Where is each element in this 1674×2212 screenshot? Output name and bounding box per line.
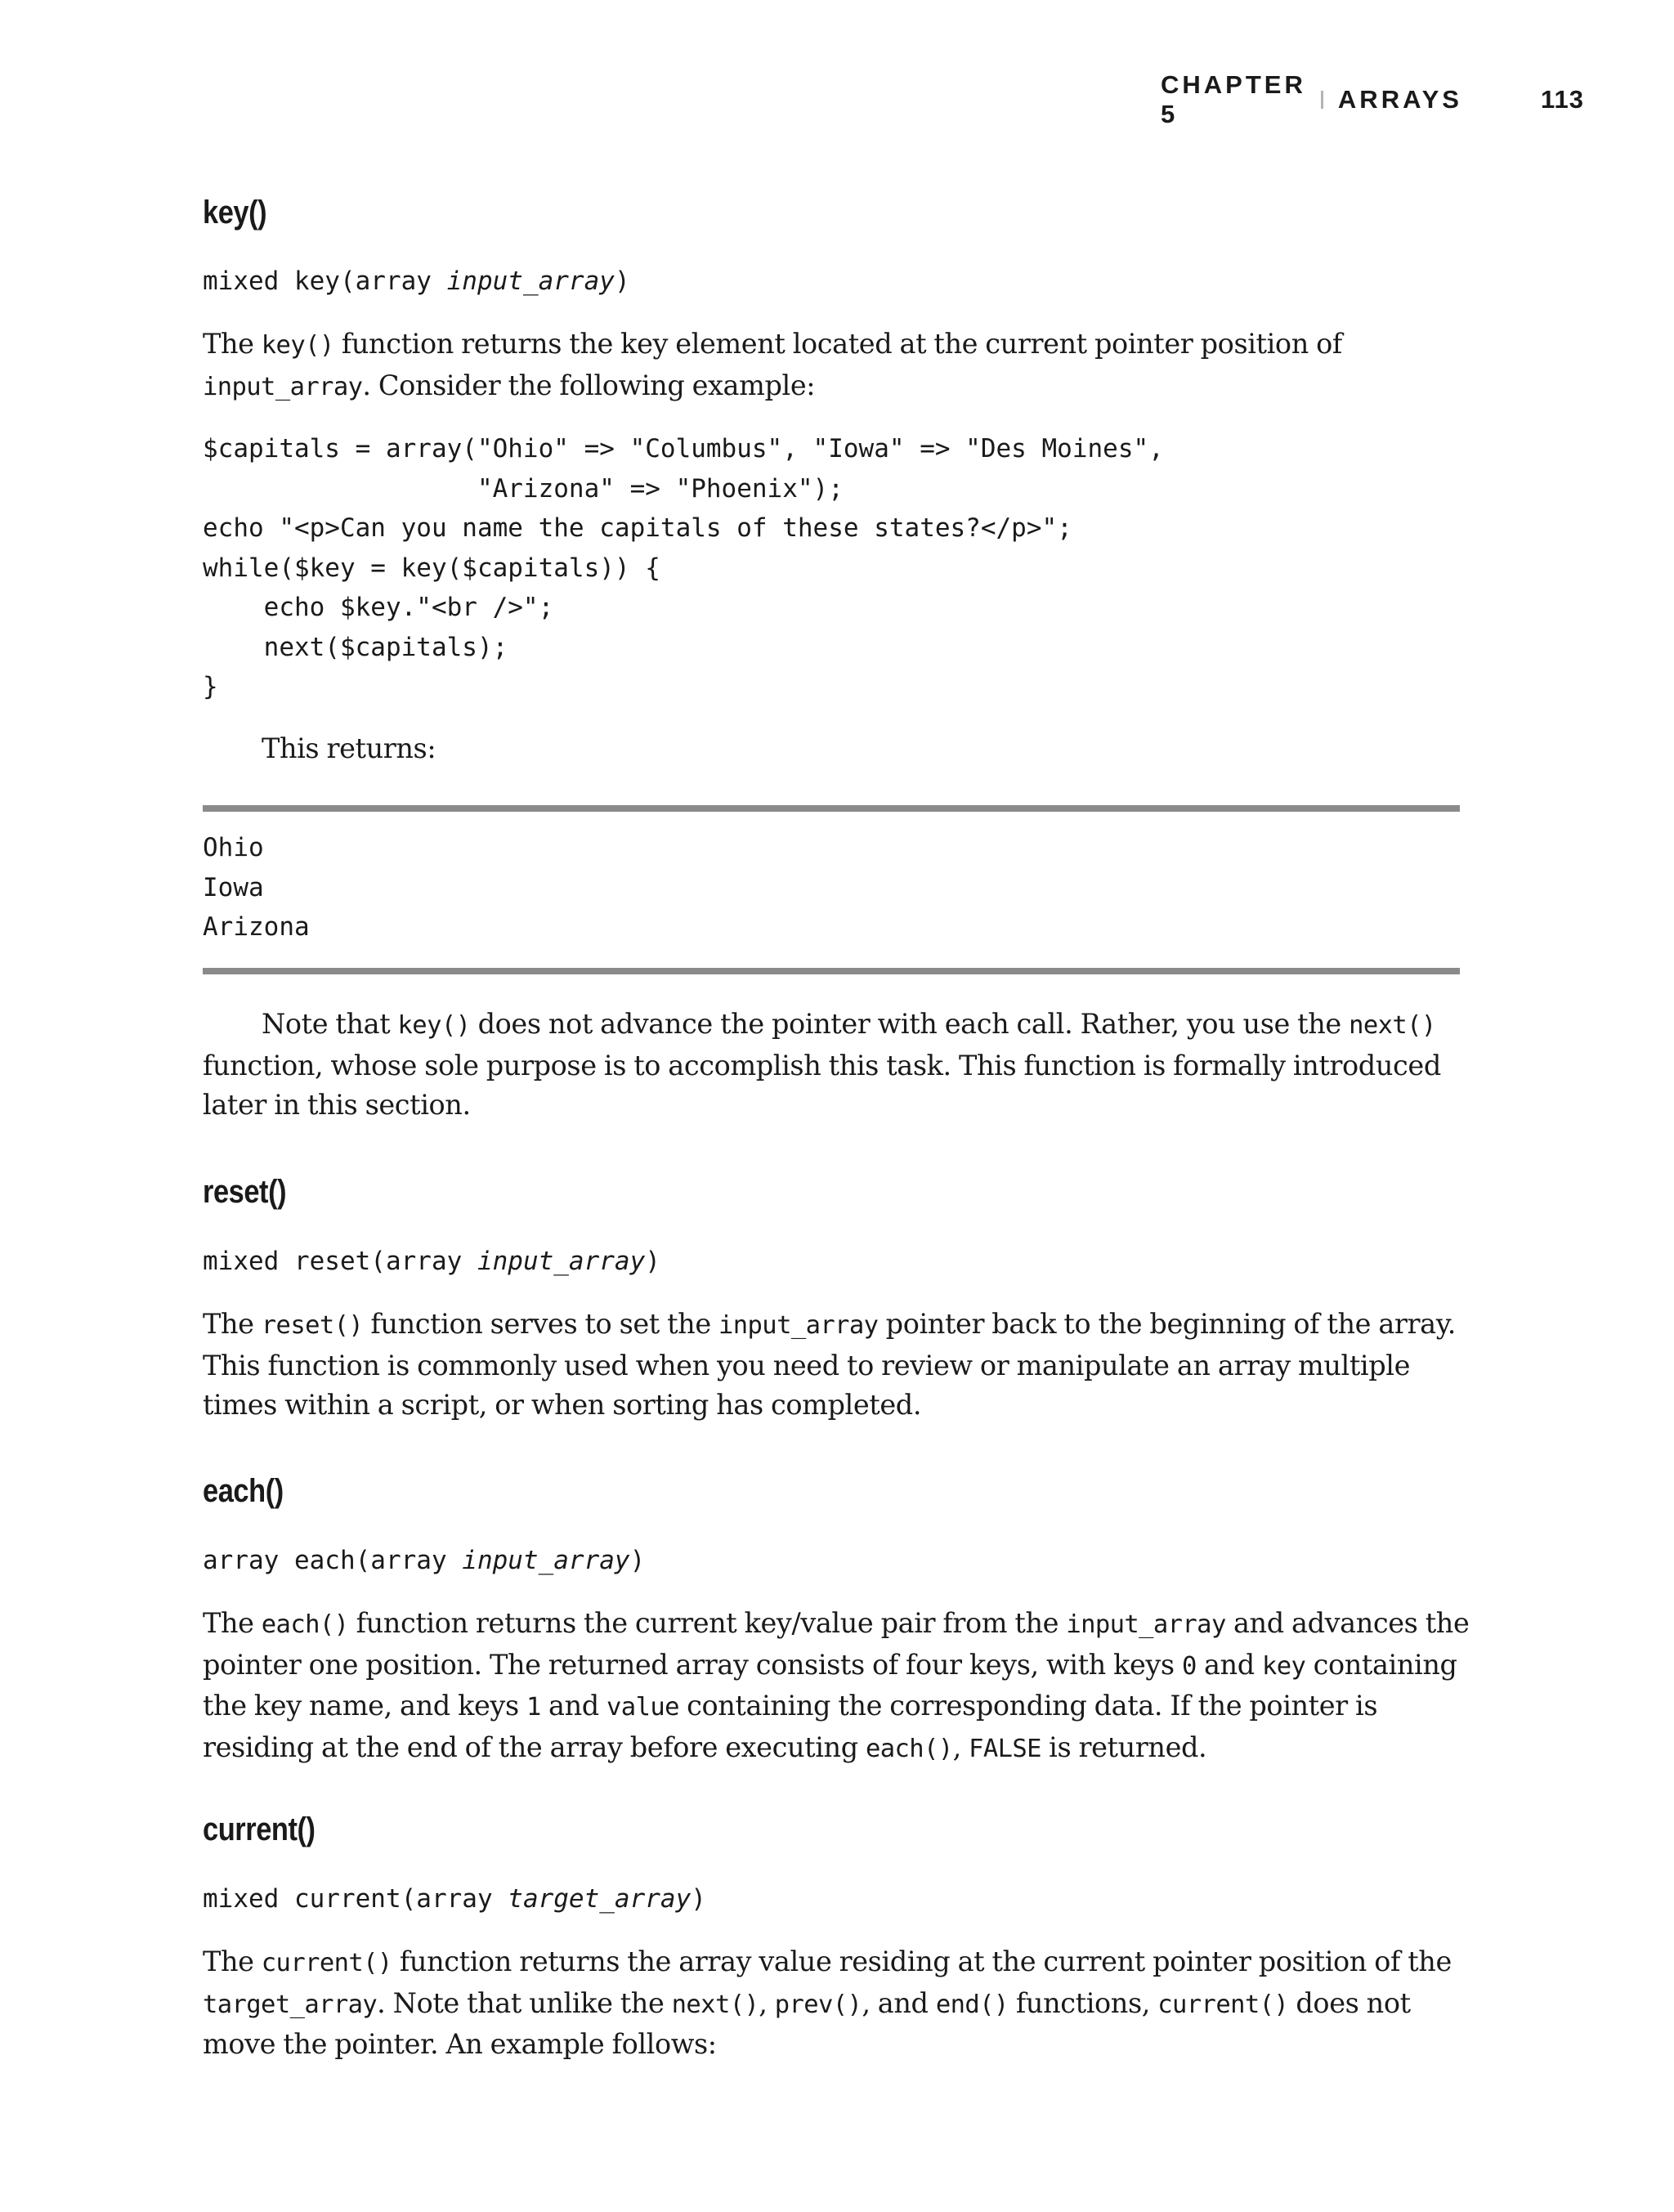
heading-current: current() <box>203 1811 316 1847</box>
returns-label: This returns: <box>262 732 436 764</box>
paragraph-current-description: The current() function returns the array value residing at the current pointer position of the target_array. Note that unlike the next(), prev(), and end() functions, current() does not move the pointer. An example follows: <box>203 1946 1452 2060</box>
running-head <box>1161 70 1584 128</box>
chapter-title: ARRAYS <box>1337 85 1462 114</box>
heading-key: key() <box>203 195 267 231</box>
code-example-key: $capitals = array("Ohio" => "Columbus", "Iowa" => "Des Moines", "Arizona" => "Phoenix"); echo "<p>Can you name the capitals of these states?</p>"; while($key = key($capitals)) { echo $key."<br />"; next($capitals); } <box>203 434 1164 701</box>
signature-current: mixed current(array target_array) <box>203 1884 706 1914</box>
output-block: Ohio Iowa Arizona <box>203 833 310 942</box>
paragraph-reset-description: The reset() function serves to set the input_array pointer back to the beginning of the array. This function is commonly used when you need to review or manipulate an array multiple times within a script, or when sorting has completed. <box>203 1308 1457 1421</box>
paragraph-key-description: The key() function returns the key element located at the current pointer position of input_array. Consider the following example: <box>203 328 1342 401</box>
paragraph-each-description: The each() function returns the current key/value pair from the input_array and advances the pointer one position. The returned array consists of four keys, with keys 0 and key containing the key name, and keys 1 and value containing the corresponding data. If the pointer is residing at the end of the array before executing each(), FALSE is returned. <box>203 1607 1470 1763</box>
square-separator-icon <box>1321 91 1323 109</box>
chapter-label: CHAPTER 5 <box>1161 70 1306 128</box>
paragraph-key-note: Note that key() does not advance the pointer with each call. Rather, you use the next() function, whose sole purpose is to accomplish this task. This function is formally introduced later in this section. <box>203 1008 1441 1121</box>
output-bottom-rule <box>203 968 1460 974</box>
heading-each: each() <box>203 1473 284 1509</box>
signature-each: array each(array input_array) <box>203 1546 646 1575</box>
heading-reset: reset() <box>203 1174 287 1210</box>
signature-key: mixed key(array input_array) <box>203 266 630 296</box>
page-number: 113 <box>1540 85 1584 114</box>
output-top-rule <box>203 805 1460 812</box>
signature-reset: mixed reset(array input_array) <box>203 1247 660 1276</box>
